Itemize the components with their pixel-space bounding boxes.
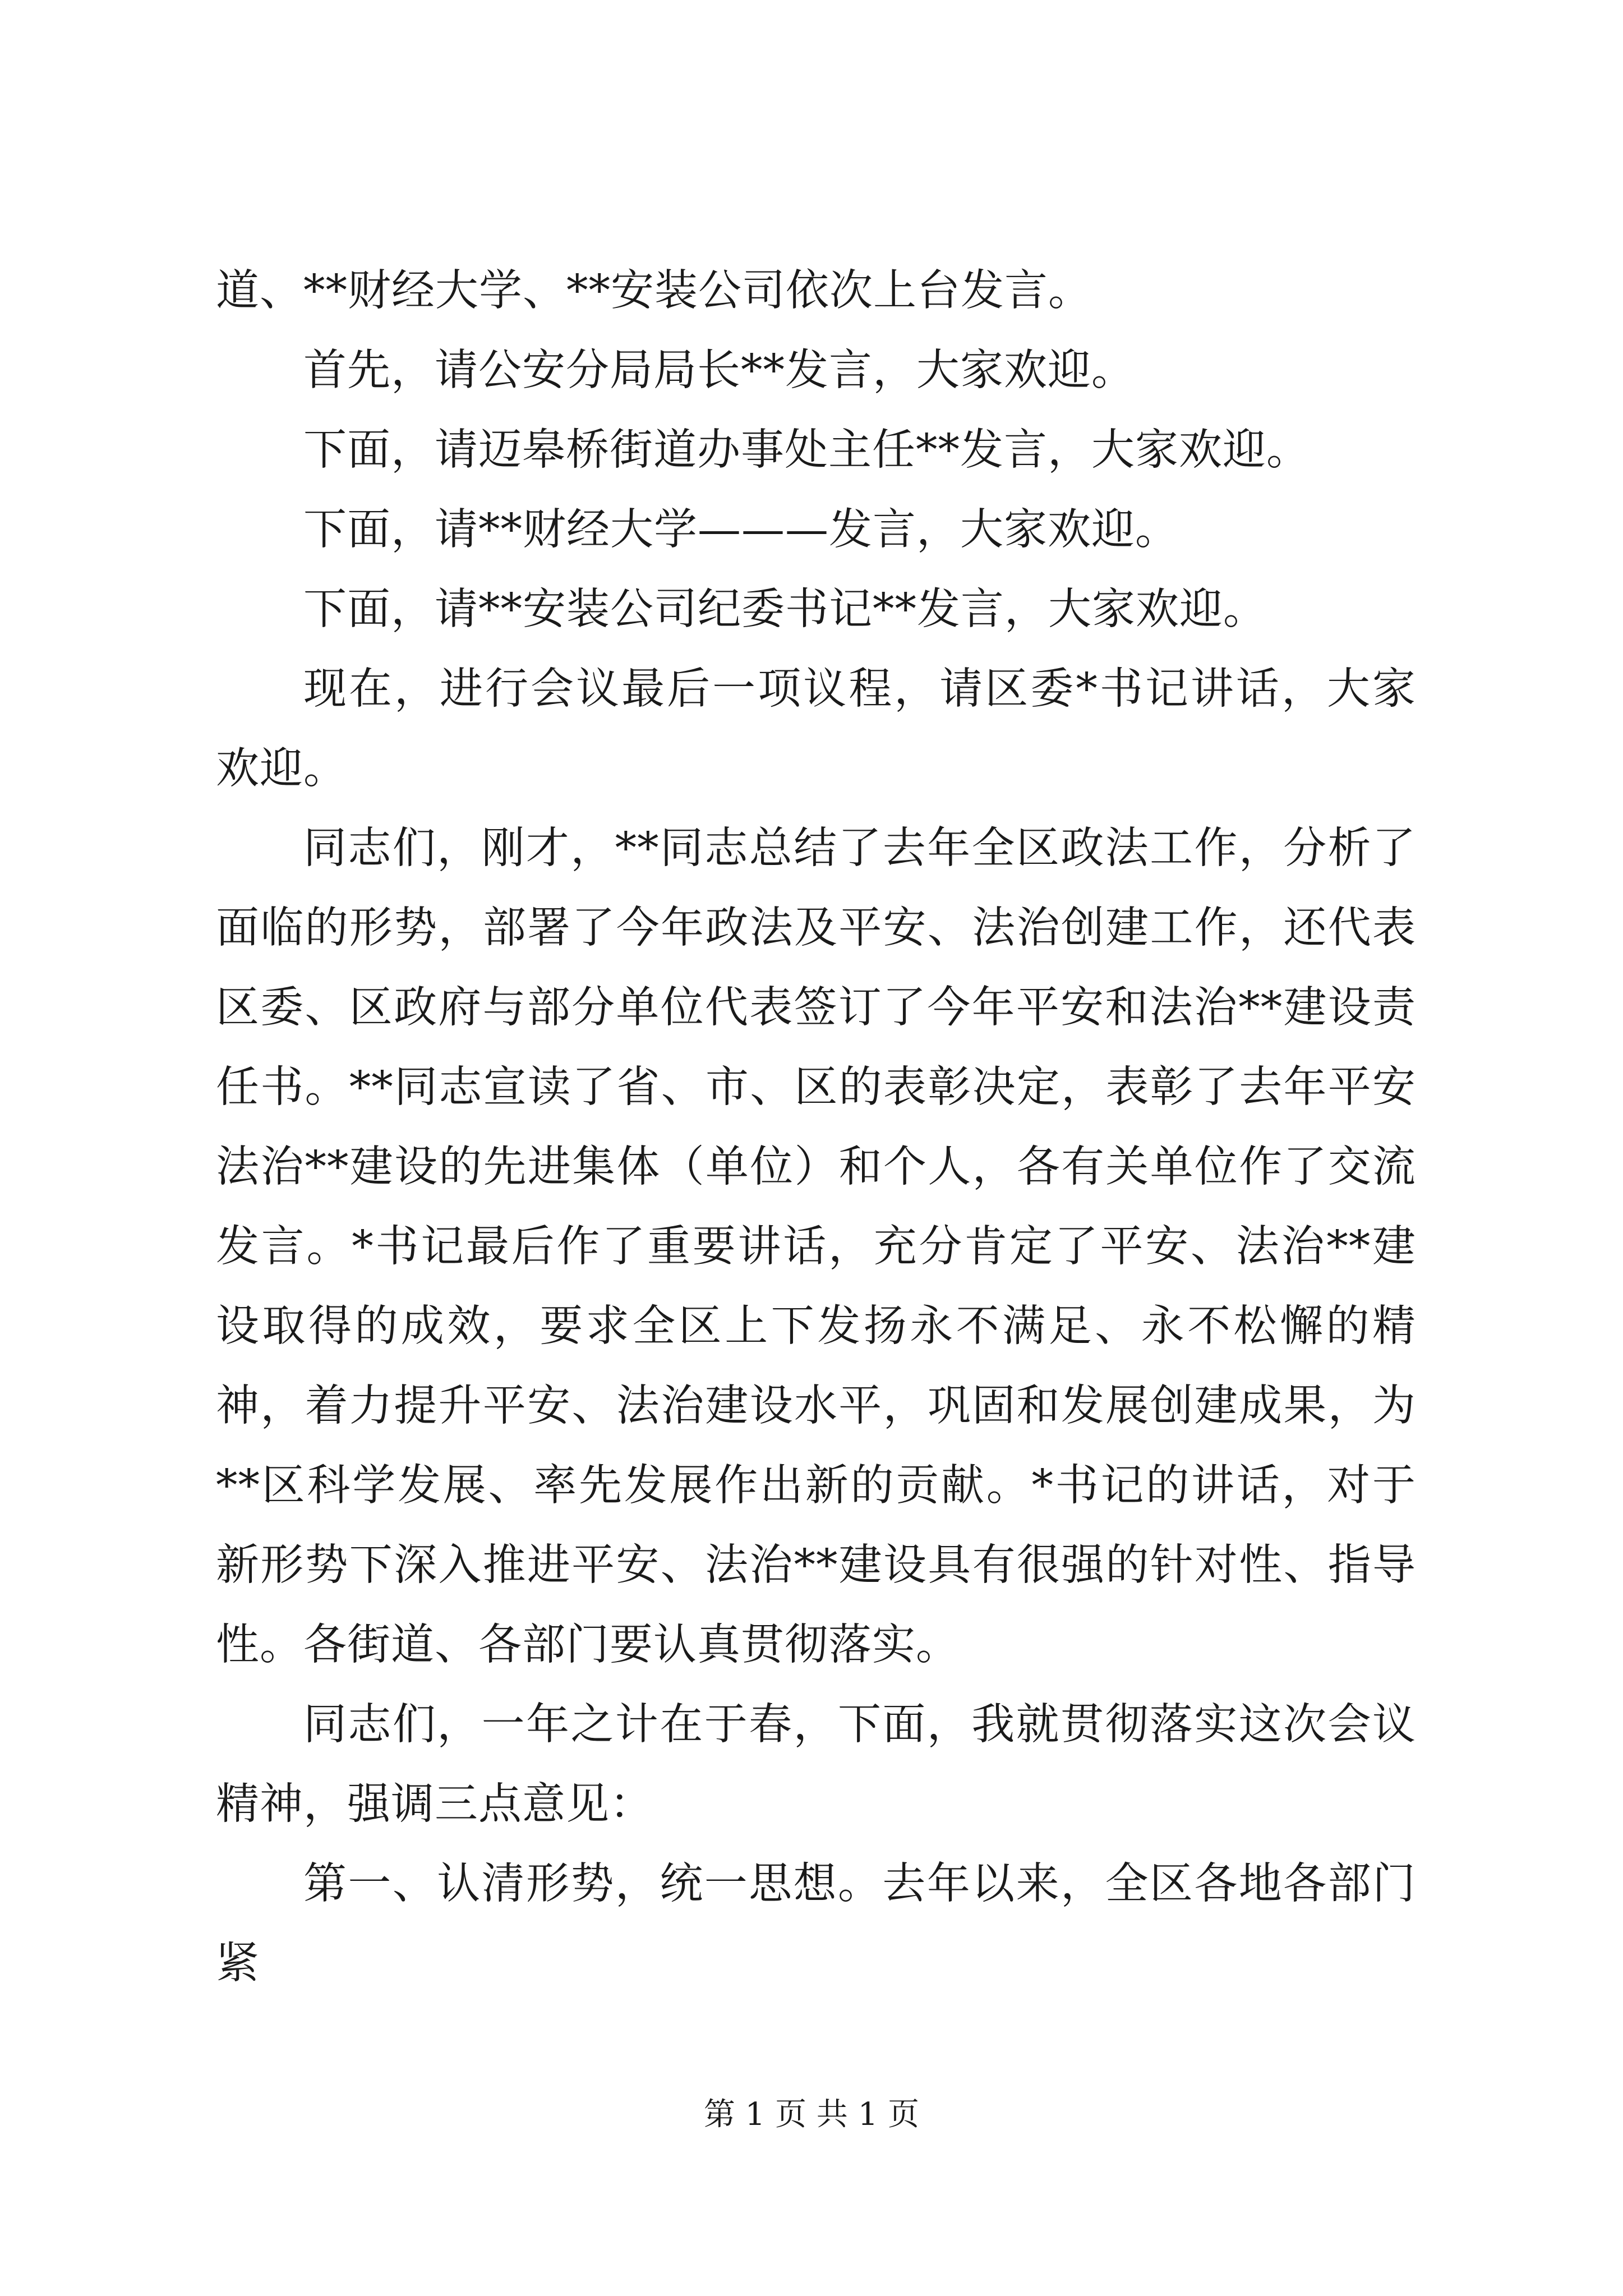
paragraph: 下面，请**安装公司纪委书记**发言，大家欢迎。 — [303, 585, 1267, 634]
paragraph: 下面，请迈皋桥街道办事处主任**发言，大家欢迎。 — [303, 425, 1310, 475]
page-footer: 第 1 页 共 1 页 — [703, 2096, 920, 2133]
document-body — [216, 251, 1416, 2004]
paragraph: 现在，进行会议最后一项议程，请区委*书记讲话，大家欢迎。 — [216, 664, 1416, 794]
paragraph: 第一、认清形势，统一思想。去年以来，全区各地各部门紧 — [216, 1859, 1416, 1989]
paragraph: 同志们，一年之计在于春，下面，我就贯彻落实这次会议精神，强调三点意见： — [216, 1700, 1416, 1829]
paragraph-continuation: 道、**财经大学、**安装公司依次上台发言。 — [216, 266, 1092, 316]
paragraph: 首先，请公安分局局长**发言，大家欢迎。 — [303, 346, 1135, 395]
paragraph: 同志们，刚才，**同志总结了去年全区政法工作，分析了面临的形势，部署了今年政法及平安、法治创建工作，还代表区委、区政府与部分单位代表签订了今年平安和法治**建设责任书。**同志宣读了省、市、区的表彰决定，表彰了去年平安法治**建设的先进集体（单位）和个人，各有关单位作了交流发言。*书记最后作了重要讲话，充分肯定了平安、法治**建设取得的成效，要求全区上下发扬永不满足、永不松懈的精神，着力提升平安、法治建设水平，巩固和发展创建成果，为**区科学发展、率先发展作出新的贡献。*书记的讲话，对于新形势下深入推进平安、法治**建设具有很强的针对性、指导性。各街道、各部门要认真贯彻落实。 — [216, 823, 1416, 1670]
paragraph: 下面，请**财经大学———发言，大家欢迎。 — [303, 505, 1179, 555]
